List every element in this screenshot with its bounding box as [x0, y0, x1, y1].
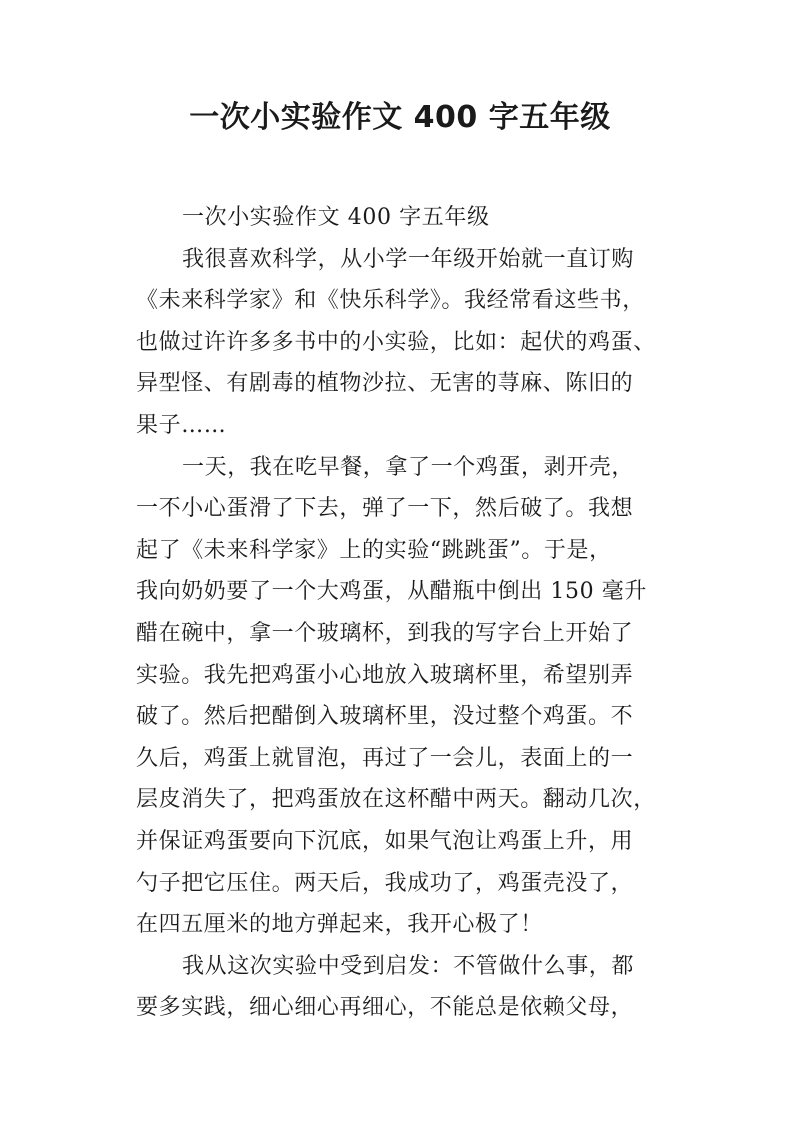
paragraph-line: 要多实践，细心细心再细心，不能总是依赖父母， [136, 995, 634, 1021]
paragraph-line: 异型怪、有剧毒的植物沙拉、无害的荨麻、陈旧的 [136, 371, 634, 397]
paragraph-line: 《未来科学家》和《快乐科学》。我经常看这些书， [136, 288, 645, 314]
paragraph-line: 也做过许许多多书中的小实验，比如：起伏的鸡蛋、 [136, 329, 656, 355]
paragraph-line: 一不小心蛋滑了下去，弹了一下，然后破了。我想 [136, 496, 634, 522]
paragraph-line: 果子…… [136, 412, 227, 438]
paragraph-line: 久后，鸡蛋上就冒泡，再过了一会儿，表面上的一 [136, 745, 634, 771]
paragraph-line: 勺子把它压住。两天后，我成功了，鸡蛋壳没了， [136, 870, 634, 896]
paragraph-line: 一天，我在吃早餐，拿了一个鸡蛋，剥开壳， [182, 454, 635, 480]
document-body [136, 197, 666, 1029]
paragraph-line: 我从这次实验中受到启发：不管做什么事，都 [182, 953, 635, 979]
paragraph-line: 在四五厘米的地方弹起来，我开心极了！ [136, 912, 543, 938]
paragraph-line: 层皮消失了，把鸡蛋放在这杯醋中两天。翻动几次， [136, 787, 656, 813]
paragraph-line: 起了《未来科学家》上的实验“跳跳蛋”。于是， [136, 537, 612, 563]
paragraph-heading-line: 一次小实验作文 400 字五年级 [182, 205, 490, 230]
paragraph-line: 破了。然后把醋倒入玻璃杯里，没过整个鸡蛋。不 [136, 704, 634, 730]
document-title: 一次小实验作文 400 字五年级 [189, 100, 611, 135]
paragraph-line: 实验。我先把鸡蛋小心地放入玻璃杯里，希望别弄 [136, 662, 634, 688]
paragraph-line: 我向奶奶要了一个大鸡蛋，从醋瓶中倒出 150 毫升 [136, 579, 647, 605]
paragraph-line: 醋在碗中，拿一个玻璃杯，到我的写字台上开始了 [136, 620, 634, 646]
paragraph-line: 并保证鸡蛋要向下沉底，如果气泡让鸡蛋上升，用 [136, 828, 634, 854]
paragraph-line: 我很喜欢科学，从小学一年级开始就一直订购 [182, 246, 635, 272]
